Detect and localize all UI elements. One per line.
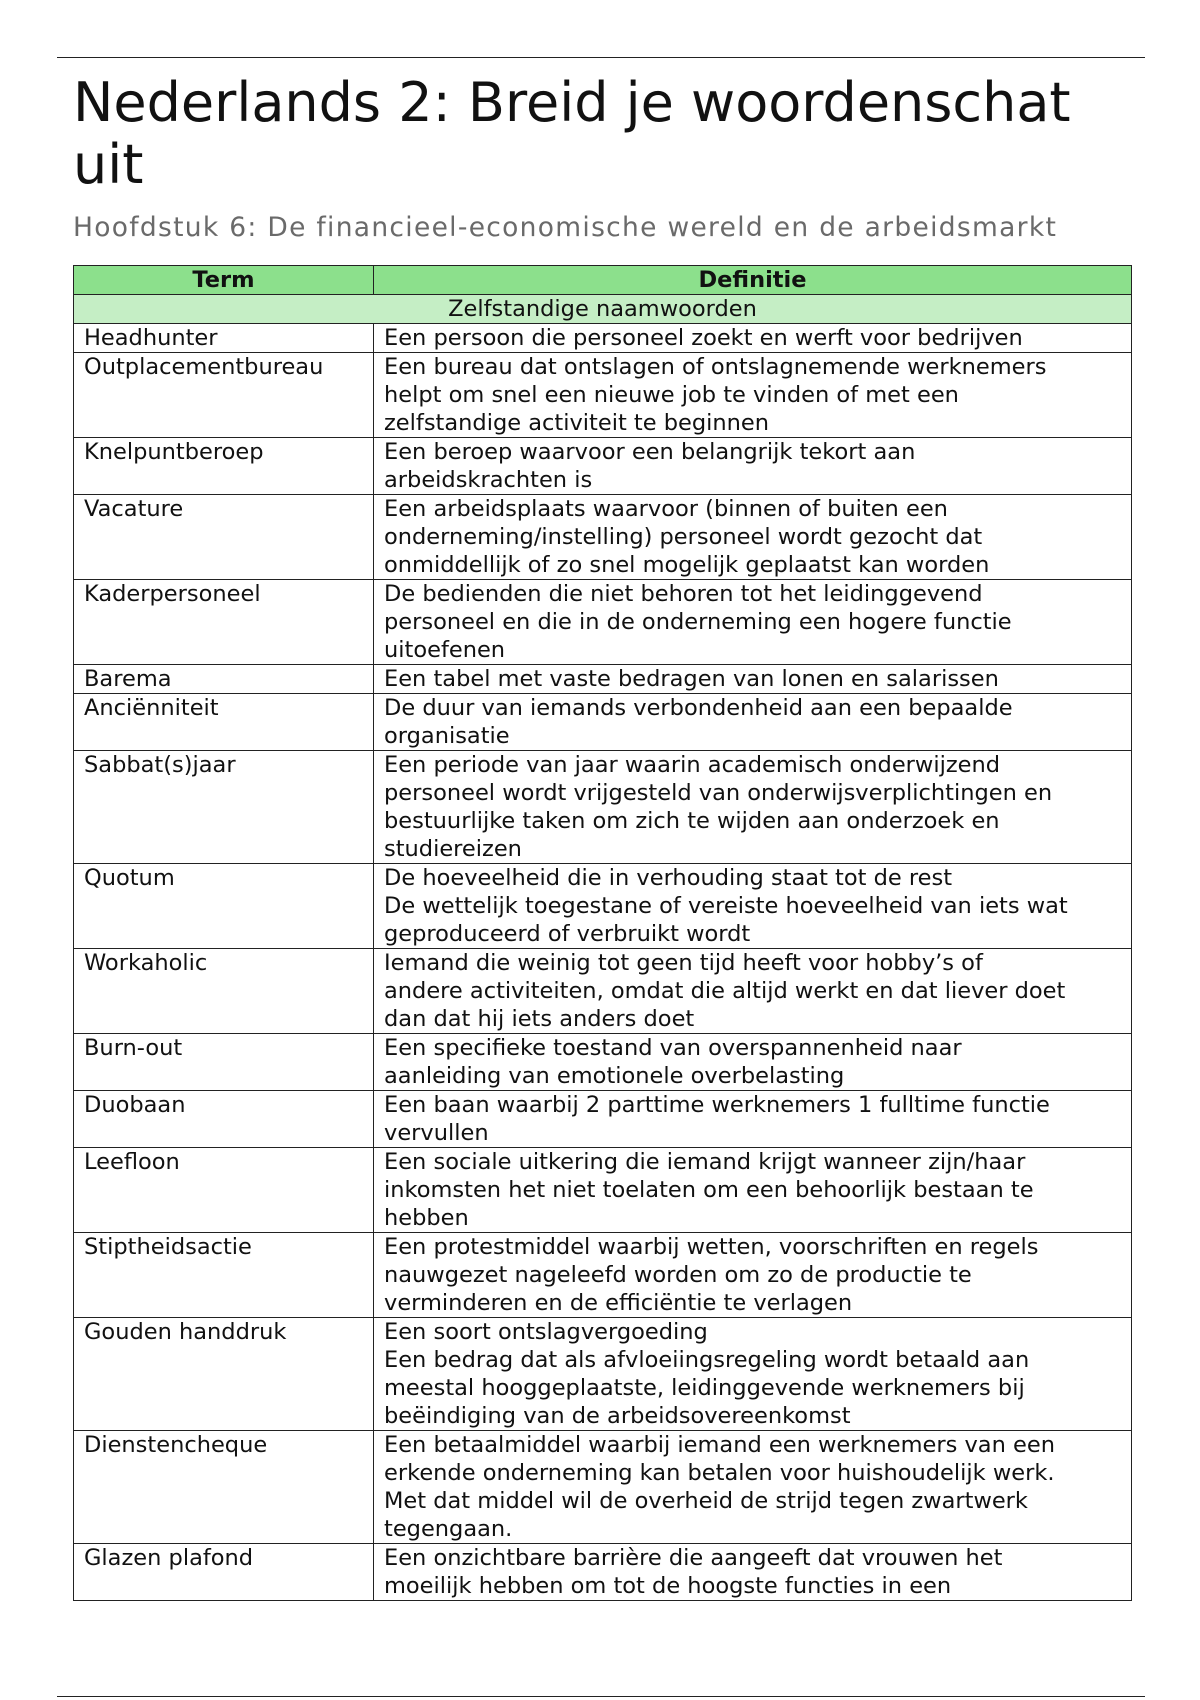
definition-line: aanleiding van emotionele overbelasting [384, 1063, 845, 1089]
definition-line: personeel en die in de onderneming een hogere functie [384, 609, 1012, 635]
definition-line: De hoeveelheid die in verhouding staat tot de rest [384, 865, 953, 891]
definition-cell [374, 665, 1132, 694]
term-cell: Stiptheidsactie [74, 1233, 374, 1318]
definition-line: De wettelijk toegestane of vereiste hoeveelheid van iets wat [384, 893, 1068, 919]
table-header-row [74, 266, 1132, 295]
vocabulary-table [73, 265, 1132, 1601]
term-cell: Anciënniteit [74, 694, 374, 751]
document-title: Nederlands 2: Breid je woordenschat uit [73, 71, 1071, 196]
definition-line: organisatie [384, 723, 510, 749]
definition-line: zelfstandige activiteit te beginnen [384, 410, 770, 436]
definition-line: nauwgezet nageleefd worden om zo de productie te [384, 1262, 972, 1288]
table-row [74, 495, 1132, 580]
table-row [74, 1318, 1132, 1431]
term-cell: Outplacementbureau [74, 353, 374, 438]
term-cell: Leefloon [74, 1148, 374, 1233]
definition-cell [374, 1431, 1132, 1544]
table-row [74, 580, 1132, 665]
term-cell: Quotum [74, 864, 374, 949]
definition-line: Een betaalmiddel waarbij iemand een werknemers van een [384, 1432, 1055, 1458]
definition-line: Een protestmiddel waarbij wetten, voorschriften en regels [384, 1234, 1039, 1260]
definition-line: uitoefenen [384, 637, 506, 663]
definition-line: Een specifieke toestand van overspannenheid naar [384, 1035, 962, 1061]
definition-cell [374, 495, 1132, 580]
definition-line: erkende onderneming kan betalen voor huishoudelijk werk. [384, 1460, 1055, 1486]
column-header-term: Term [74, 266, 374, 295]
table-row [74, 1431, 1132, 1544]
definition-line: Een arbeidsplaats waarvoor (binnen of buiten een [384, 496, 948, 522]
definition-cell [374, 1233, 1132, 1318]
definition-line: Een persoon die personeel zoekt en werft voor bedrijven [384, 325, 1023, 351]
definition-line: arbeidskrachten is [384, 467, 593, 493]
definition-line: vervullen [384, 1120, 489, 1146]
definition-cell [374, 1034, 1132, 1091]
table-body [74, 295, 1132, 1601]
definition-line: Een soort ontslagvergoeding [384, 1319, 708, 1345]
definition-line: geproduceerd of verbruikt wordt [384, 921, 751, 947]
definition-line: Een bureau dat ontslagen of ontslagnemende werknemers [384, 354, 1047, 380]
section-row [74, 295, 1132, 324]
table-row [74, 438, 1132, 495]
table-row [74, 1091, 1132, 1148]
definition-cell [374, 580, 1132, 665]
table-row [74, 694, 1132, 751]
bottom-rule [57, 1696, 1145, 1697]
definition-line: Een baan waarbij 2 parttime werknemers 1 fulltime functie [384, 1092, 1050, 1118]
definition-line: Een beroep waarvoor een belangrijk tekort aan [384, 439, 916, 465]
definition-line: moeilijk hebben om tot de hoogste functies in een [384, 1573, 952, 1599]
top-rule [57, 57, 1145, 58]
table-row [74, 1034, 1132, 1091]
definition-line: tegengaan. [384, 1516, 513, 1542]
term-cell: Sabbat(s)jaar [74, 751, 374, 864]
term-cell: Knelpuntberoep [74, 438, 374, 495]
term-cell: Gouden handdruk [74, 1318, 374, 1431]
definition-line: Een periode van jaar waarin academisch onderwijzend [384, 752, 1001, 778]
definition-line: onderneming/instelling) personeel wordt gezocht dat [384, 524, 983, 550]
column-header-definition: Definitie [374, 266, 1132, 295]
definition-line: bestuurlijke taken om zich te wijden aan onderzoek en [384, 808, 1000, 834]
definition-line: Een sociale uitkering die iemand krijgt wanneer zijn/haar [384, 1149, 1026, 1175]
definition-line: Een bedrag dat als afvloeiingsregeling wordt betaald aan [384, 1347, 1030, 1373]
term-cell: Duobaan [74, 1091, 374, 1148]
term-cell: Headhunter [74, 324, 374, 353]
table-row [74, 1544, 1132, 1601]
definition-line: Iemand die weinig tot geen tijd heeft voor hobby’s of [384, 950, 983, 976]
definition-line: studiereizen [384, 836, 522, 862]
definition-line: Met dat middel wil de overheid de strijd tegen zwartwerk [384, 1488, 1028, 1514]
definition-line: meestal hooggeplaatste, leidinggevende werknemers bij [384, 1375, 1025, 1401]
definition-line: hebben [384, 1205, 469, 1231]
document-subtitle: Hoofdstuk 6: De financieel-economische wereld en de arbeidsmarkt [73, 212, 1058, 243]
section-label: Zelfstandige naamwoorden [74, 295, 1132, 324]
term-cell: Workaholic [74, 949, 374, 1034]
definition-cell [374, 949, 1132, 1034]
table-row [74, 864, 1132, 949]
definition-cell [374, 1318, 1132, 1431]
table-row [74, 949, 1132, 1034]
definition-line: De duur van iemands verbondenheid aan een bepaalde [384, 695, 1013, 721]
definition-cell [374, 751, 1132, 864]
definition-cell [374, 1544, 1132, 1601]
definition-line: onmiddellijk of zo snel mogelijk geplaatst kan worden [384, 552, 990, 578]
definition-line: inkomsten het niet toelaten om een behoorlijk bestaan te [384, 1177, 1034, 1203]
definition-cell [374, 694, 1132, 751]
table-row [74, 1148, 1132, 1233]
term-cell: Vacature [74, 495, 374, 580]
definition-line: personeel wordt vrijgesteld van onderwijsverplichtingen en [384, 780, 1053, 806]
definition-line: verminderen en de efficiëntie te verlagen [384, 1290, 853, 1316]
definition-line: andere activiteiten, omdat die altijd werkt en dat liever doet [384, 978, 1066, 1004]
term-cell: Burn-out [74, 1034, 374, 1091]
definition-cell [374, 438, 1132, 495]
table-row [74, 751, 1132, 864]
term-cell: Kaderpersoneel [74, 580, 374, 665]
definition-line: Een onzichtbare barrière die aangeeft dat vrouwen het [384, 1545, 1003, 1571]
table-row [74, 324, 1132, 353]
definition-cell [374, 1148, 1132, 1233]
table-row [74, 353, 1132, 438]
term-cell: Dienstencheque [74, 1431, 374, 1544]
term-cell: Glazen plafond [74, 1544, 374, 1601]
term-cell: Barema [74, 665, 374, 694]
definition-line: De bedienden die niet behoren tot het leidinggevend [384, 581, 983, 607]
definition-line: Een tabel met vaste bedragen van lonen en salarissen [384, 666, 999, 692]
definition-line: helpt om snel een nieuwe job te vinden of met een [384, 382, 959, 408]
definition-cell [374, 324, 1132, 353]
definition-cell [374, 353, 1132, 438]
definition-cell [374, 864, 1132, 949]
table-row [74, 665, 1132, 694]
definition-line: beëindiging van de arbeidsovereenkomst [384, 1403, 851, 1429]
definition-line: dan dat hij iets anders doet [384, 1006, 695, 1032]
table-row [74, 1233, 1132, 1318]
definition-cell [374, 1091, 1132, 1148]
